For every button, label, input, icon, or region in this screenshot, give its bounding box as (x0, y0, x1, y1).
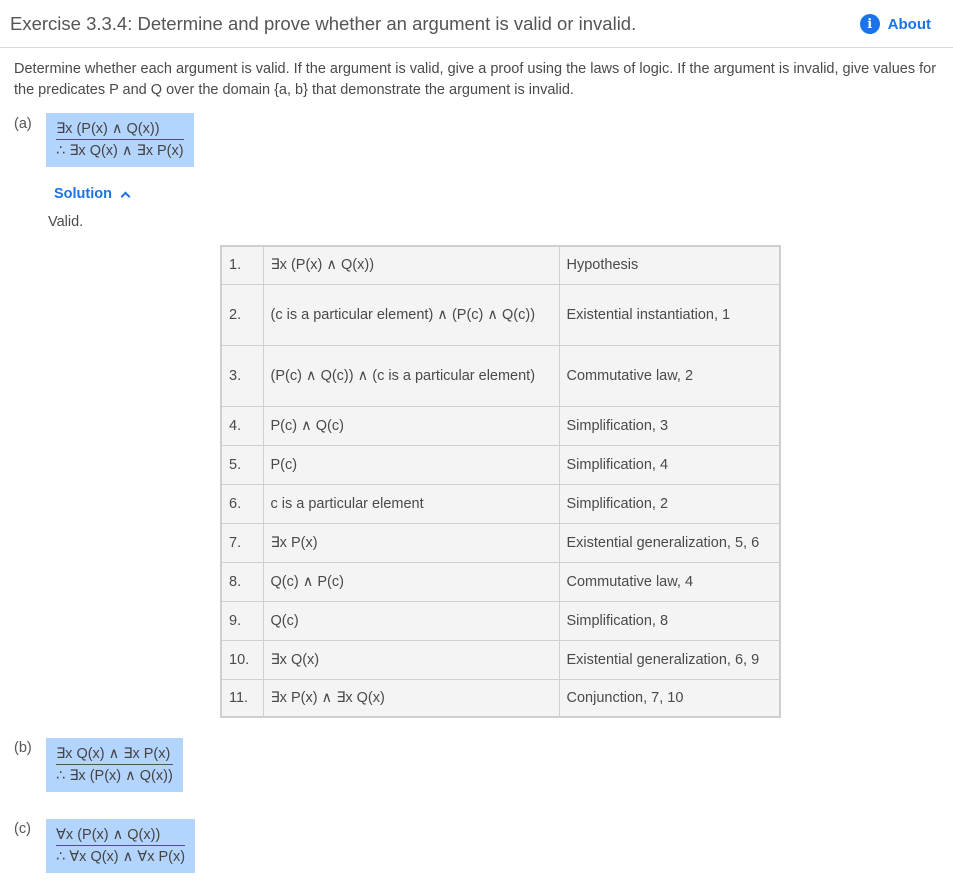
part-a-argument (46, 113, 194, 167)
proof-step-number: 2. (221, 284, 263, 345)
part-a-conclusion: ∴ ∃x Q(x) ∧ ∃x P(x) (56, 143, 184, 159)
about-button[interactable] (860, 14, 931, 34)
part-b-label: (b) (14, 740, 32, 756)
proof-row (221, 284, 780, 345)
proof-statement: ∃x (P(x) ∧ Q(x)) (263, 246, 559, 284)
proof-statement: ∃x P(x) (263, 523, 559, 562)
proof-statement: c is a particular element (263, 484, 559, 523)
proof-reason: Existential generalization, 6, 9 (559, 640, 780, 679)
proof-row (221, 445, 780, 484)
solution-toggle-label: Solution (54, 186, 112, 202)
proof-step-number: 3. (221, 345, 263, 406)
proof-statement: P(c) ∧ Q(c) (263, 406, 559, 445)
proof-step-number: 10. (221, 640, 263, 679)
proof-reason: Commutative law, 2 (559, 345, 780, 406)
proof-reason: Simplification, 8 (559, 601, 780, 640)
proof-reason: Existential generalization, 5, 6 (559, 523, 780, 562)
proof-step-number: 4. (221, 406, 263, 445)
proof-table (220, 245, 781, 718)
proof-step-number: 6. (221, 484, 263, 523)
proof-step-number: 1. (221, 246, 263, 284)
part-a-premise: ∃x (P(x) ∧ Q(x)) (56, 121, 184, 140)
part-c-argument (46, 819, 195, 873)
proof-statement: (P(c) ∧ Q(c)) ∧ (c is a particular element) (263, 345, 559, 406)
proof-reason: Hypothesis (559, 246, 780, 284)
proof-reason: Conjunction, 7, 10 (559, 679, 780, 717)
about-label: About (887, 15, 931, 33)
proof-row (221, 601, 780, 640)
info-icon: i (860, 14, 880, 34)
instructions: Determine whether each argument is valid. If the argument is valid, give a proof using the laws of logic. If the argument is invalid, give values for the predicates P and Q over the domain {a, b} that demonstrate the argument is invalid. (14, 61, 937, 98)
part-c-label: (c) (14, 821, 31, 837)
part-b-argument (46, 738, 183, 792)
header-divider (0, 47, 953, 48)
proof-step-number: 8. (221, 562, 263, 601)
proof-statement: (c is a particular element) ∧ (P(c) ∧ Q(c)) (263, 284, 559, 345)
solution-verdict: Valid. (48, 214, 84, 230)
part-c-conclusion: ∴ ∀x Q(x) ∧ ∀x P(x) (56, 849, 186, 865)
part-b-premise: ∃x Q(x) ∧ ∃x P(x) (56, 746, 173, 765)
proof-row (221, 484, 780, 523)
proof-row (221, 246, 780, 284)
proof-reason: Existential instantiation, 1 (559, 284, 780, 345)
proof-statement: ∃x P(x) ∧ ∃x Q(x) (263, 679, 559, 717)
part-a-label: (a) (14, 116, 32, 132)
proof-row (221, 345, 780, 406)
proof-row (221, 523, 780, 562)
proof-row (221, 562, 780, 601)
chevron-up-icon (121, 191, 131, 201)
part-c-premise: ∀x (P(x) ∧ Q(x)) (56, 827, 185, 846)
proof-reason: Simplification, 2 (559, 484, 780, 523)
proof-reason: Simplification, 3 (559, 406, 780, 445)
page-title: Exercise 3.3.4: Determine and prove whether an argument is valid or invalid. (10, 13, 637, 34)
part-b-conclusion: ∴ ∃x (P(x) ∧ Q(x)) (56, 768, 173, 784)
proof-step-number: 5. (221, 445, 263, 484)
proof-row (221, 406, 780, 445)
proof-reason: Commutative law, 4 (559, 562, 780, 601)
proof-step-number: 11. (221, 679, 263, 717)
proof-row (221, 640, 780, 679)
proof-step-number: 7. (221, 523, 263, 562)
proof-statement: Q(c) ∧ P(c) (263, 562, 559, 601)
proof-reason: Simplification, 4 (559, 445, 780, 484)
proof-statement: P(c) (263, 445, 559, 484)
proof-row (221, 679, 780, 717)
solution-toggle-button[interactable] (54, 186, 129, 202)
proof-step-number: 9. (221, 601, 263, 640)
proof-statement: Q(c) (263, 601, 559, 640)
proof-statement: ∃x Q(x) (263, 640, 559, 679)
